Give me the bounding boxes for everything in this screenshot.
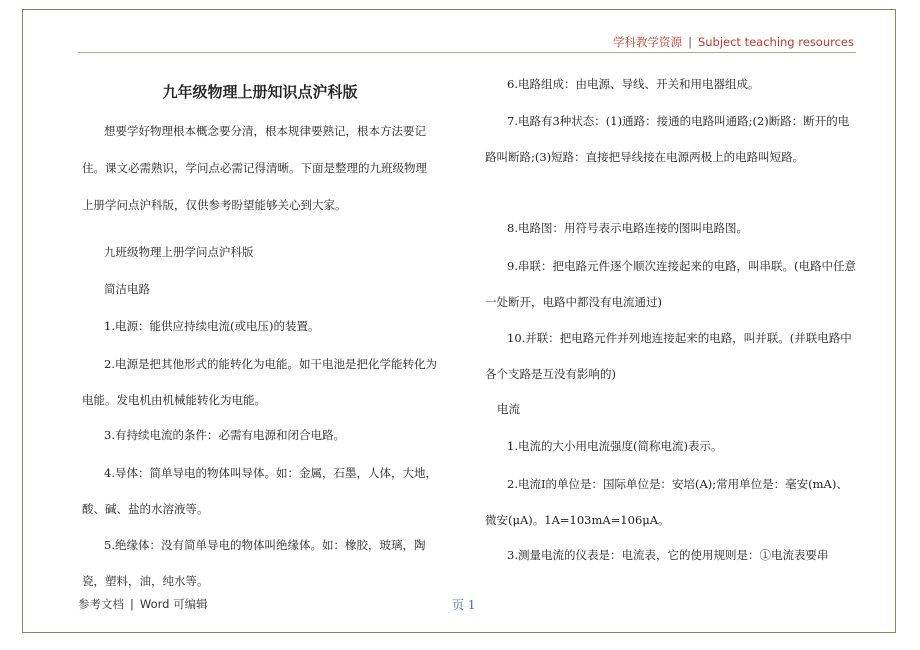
right-column	[485, 66, 857, 583]
paragraph: 10.并联：把电路元件并列地连接起来的电路，叫并联。(并联电路中各个支路是互没有影响的)	[485, 331, 852, 381]
left-column	[82, 66, 438, 599]
header-rule	[78, 52, 856, 53]
footer-doc-label: 参考文档	[78, 597, 124, 611]
paragraph: 2.电流I的单位是：国际单位是：安培(A);常用单位是：毫安(mA)、微安(μA)。1A=103mA=106μA。	[485, 477, 848, 527]
intro-paragraph: 想要学好物理根本概念要分清，根本规律要熟记，根本方法要记住。课文必需熟识，学问点必需记得清晰。下面是整理的九班级物理上册学问点沪科版，仅供参考盼望能够关心到大家。	[82, 124, 427, 212]
paragraph: 3.测量电流的仪表是：电流表，它的使用规则是：①电流表要串	[507, 548, 829, 562]
document-title: 九年级物理上册知识点沪科版	[162, 83, 358, 101]
header-brand-en: Subject teaching resources	[697, 35, 854, 49]
paragraph: 2.电源是把其他形式的能转化为电能。如干电池是把化学能转化为电能。发电机由机械能转化为电能。	[82, 357, 437, 407]
paragraph: 5.绝缘体：没有简单导电的物体叫绝缘体。如：橡胶，玻璃，陶瓷，塑料，油，纯水等。	[82, 538, 426, 588]
paragraph: 6.电路组成：由电源、导线、开关和用电器组成。	[507, 77, 760, 91]
header-brand: 学科教学资源	[613, 35, 683, 49]
paragraph: 7.电路有3种状态：(1)通路：接通的电路叫通路;(2)断路：断开的电路叫断路;(3)短路：直接把导线接在电源两极上的电路叫短路。	[485, 114, 850, 164]
page-header	[78, 34, 854, 52]
paragraph: 1.电源：能供应持续电流(或电压)的装置。	[104, 319, 320, 333]
footer-editable-label: Word 可编辑	[139, 597, 208, 611]
paragraph: 3.有持续电流的条件：必需有电源和闭合电路。	[104, 428, 345, 442]
section-heading: 简洁电路	[104, 282, 150, 296]
section-heading: 电流	[497, 402, 520, 416]
paragraph: 4.导体：简单导电的物体叫导体。如：金属，石墨，人体，大地，酸、碱、盐的水溶液等。	[82, 466, 437, 516]
paragraph: 8.电路图：用符号表示电路连接的图叫电路图。	[507, 221, 748, 235]
header-separator: |	[688, 35, 692, 49]
page-footer	[78, 596, 208, 612]
footer-separator: |	[130, 597, 134, 611]
page-number: 页 1	[452, 598, 476, 612]
paragraph: 1.电流的大小用电流强度(简称电流)表示。	[507, 439, 723, 453]
paragraph: 9.串联：把电路元件逐个顺次连接起来的电路，叫串联。(电路中任意一处断开，电路中都没有电流通过)	[485, 259, 856, 309]
subtitle: 九班级物理上册学问点沪科版	[104, 245, 254, 259]
